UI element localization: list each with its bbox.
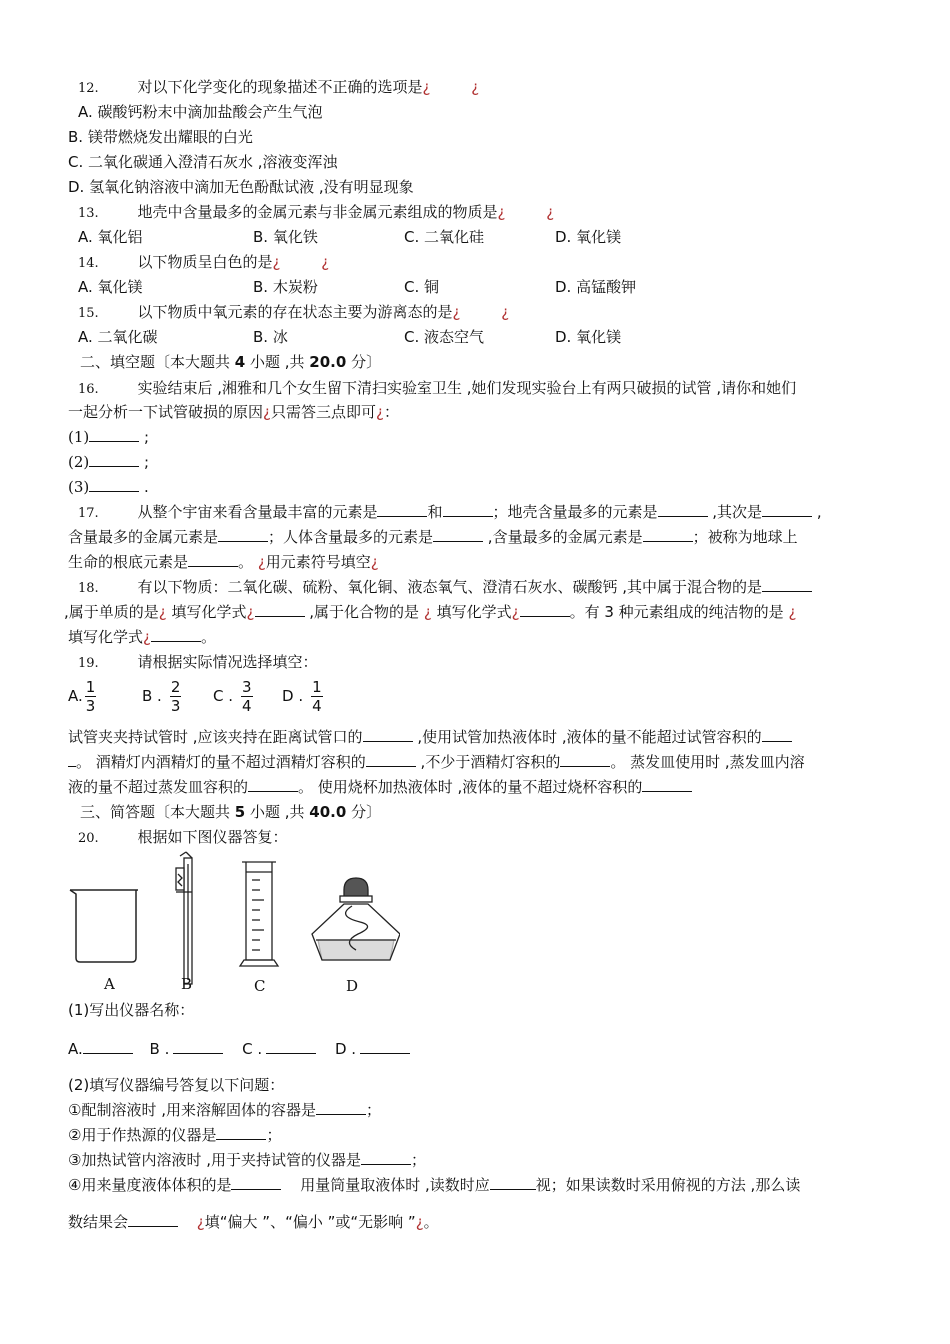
format-mark: ¿ [158,603,167,621]
q20-text: ； [266,1126,282,1144]
q20-name-b-label: B . [149,1040,170,1058]
format-mark: ¿ [370,553,379,571]
format-mark: ¿ [511,603,520,621]
figure-label-d: D [346,977,359,995]
format-mark: ¿ [272,253,281,271]
format-mark: ¿ [321,253,330,271]
q19-choice-b-fraction [170,678,182,715]
q20-blank-2[interactable] [216,1124,266,1140]
q17-text: 和 [427,503,443,521]
q17-text: 从整个宇宙来看含量最丰富的元素是 [137,503,378,521]
q14-option-c: C. 铜 [404,278,440,296]
section-2-count: 4 [234,353,246,371]
q19-blank-3[interactable] [366,751,416,767]
q20-sub-3 [68,1149,426,1171]
q16-item-1-end: ; [139,428,150,446]
q19-choice-a-label: A. [68,687,83,705]
figure-label-b: B [181,975,193,993]
format-mark: ¿ [415,1213,424,1231]
q15-stem-line [78,301,509,325]
format-mark: ¿ [376,403,384,421]
q20-stem-line [78,826,287,850]
q20-number: 20. [78,831,99,846]
q20-sub-1 [68,1099,381,1121]
section-3-heading [80,801,381,823]
section-3-post: 分〕 [346,803,382,821]
q19-stem-line [78,651,317,675]
q18-line-1 [78,576,812,600]
q16-text-2a: 一起分析一下试管破损的原因 [68,403,264,421]
q16-text-2b: 只需答三点即可 [270,403,376,421]
fraction-denominator: 3 [170,697,181,715]
q16-item-3-num: (3) [68,478,90,496]
q19-blank-2[interactable] [762,726,792,742]
q18-text: 填写化学式 [436,603,512,621]
q19-text: 。 蒸发皿使用时 ,蒸发皿内溶 [610,753,805,771]
q18-text: 填写化学式 [171,603,247,621]
q20-text: ③加热试管内溶液时 ,用于夹持试管的仪器是 [68,1151,361,1169]
q17-text: 含量最多的金属元素是 [68,528,219,546]
q14-stem: 以下物质呈白色的是 [137,253,273,271]
q20-name-c-blank[interactable] [266,1038,316,1054]
beaker-icon [70,890,138,962]
q12-number: 12. [78,81,99,96]
q17-blank-8[interactable] [188,551,238,567]
q20-part-2: (2)填写仪器编号答复以下问题： [68,1076,285,1094]
q13-stem-line [78,201,554,225]
format-mark: ¿ [143,628,151,646]
q20-sub-2 [68,1124,281,1146]
q16-item-1 [68,426,149,448]
q20-blank-3[interactable] [361,1149,411,1165]
q14-stem-line [78,251,329,275]
q17-text: ,其次是 [707,503,763,521]
q17-line-3 [68,551,379,573]
q18-blank-2[interactable] [255,601,305,617]
q13-number: 13. [78,206,99,221]
q15-number: 15. [78,306,99,321]
test-tube-holder-icon [176,852,192,984]
q18-line-2 [64,601,796,623]
q18-text: 种元素组成的纯洁物的是 [613,603,784,621]
q19-blank-2-cont [68,751,76,767]
q20-blank-4[interactable] [231,1174,281,1190]
q20-text: ； [411,1151,427,1169]
q20-text: ； [366,1101,382,1119]
q14-option-d: D. 高锰酸钾 [555,278,637,296]
q20-name-b-blank[interactable] [173,1038,223,1054]
alcohol-lamp-icon [312,878,400,960]
q19-line-3 [68,776,692,798]
format-mark: ¿ [546,203,555,221]
fraction-numerator: 3 [242,678,252,696]
fraction-numerator: 2 [170,678,181,696]
q12-stem: 对以下化学变化的现象描述不正确的选项是 [137,78,423,96]
q17-blank-4[interactable] [762,501,812,517]
fraction-numerator: 1 [312,678,322,696]
q12-option-c: C. 二氧化碳通入澄清石灰水 ,溶液变浑浊 [68,153,338,171]
q20-name-a-blank[interactable] [83,1038,133,1054]
section-3-count: 5 [234,803,246,821]
q20-names-line [68,1038,410,1060]
q17-blank-2[interactable] [443,501,493,517]
q17-blank-1[interactable] [377,501,427,517]
q19-choice-d-label: D . [282,687,304,705]
q14-option-a: A. 氧化镁 [78,278,143,296]
q19-choice-c-fraction [241,678,253,715]
q15-option-c: C. 液态空气 [404,328,485,346]
q20-text: ①配制溶液时 ,用来溶解固体的容器是 [68,1101,316,1119]
section-3-pre: 三、简答题〔本大题共 [80,803,235,821]
q20-sub-5 [68,1211,439,1233]
q19-stem: 请根据实际情况选择填空： [137,653,318,671]
q19-text: 。 酒精灯内酒精灯的量不超过酒精灯容积的 [76,753,366,771]
fraction-denominator: 3 [85,697,96,715]
q19-blank-6[interactable] [642,776,692,792]
format-mark: ¿ [422,78,431,96]
q20-text: ④用来量度液体体积的是 [68,1176,232,1194]
format-mark: ¿ [788,603,797,621]
q19-blank-4[interactable] [560,751,610,767]
q19-text: 。 使用烧杯加热液体时 ,液体的量不超过烧杯容积的 [298,778,643,796]
q20-text: 。 [423,1213,439,1231]
figure-label-c: C [254,977,266,995]
q20-blank-1[interactable] [316,1099,366,1115]
q16-text-2c: ： [383,403,399,421]
format-mark: ¿ [257,553,266,571]
q19-line-1 [68,726,792,748]
fraction-denominator: 4 [242,697,252,715]
q13-option-c: C. 二氧化硅 [404,228,485,246]
q19-text: 试管夹夹持试管时 ,应该夹持在距离试管口的 [68,728,363,746]
q17-blank-7[interactable] [643,526,693,542]
q17-line-1 [78,501,822,525]
format-mark: ¿ [497,203,506,221]
q14-option-b: B. 木炭粉 [253,278,318,296]
q17-text: ,含量最多的金属元素是 [483,528,643,546]
q18-text: 填写化学式 [68,628,144,646]
q16-item-3-end: . [139,478,149,496]
q16-item-2-end: ; [139,453,150,471]
q18-text: 有以下物质：二氧化碳、硫粉、氧化铜、液态氧气、澄清石灰水、碳酸钙 ,其中属于混合物的是 [137,578,763,596]
q17-blank-3[interactable] [658,501,708,517]
q19-choice-b [142,678,181,715]
q17-line-2 [68,526,798,548]
q20-name-d-label: D . [334,1040,357,1058]
q19-choice-a-fraction [85,678,97,715]
q16-blank-1[interactable] [89,426,139,442]
q20-text: 视；如果读数时采用俯视的方法 ,那么读 [535,1176,801,1194]
q12-stem-line [78,76,479,100]
q15-option-a: A. 二氧化碳 [78,328,158,346]
format-mark: ¿ [196,1213,205,1231]
q18-number: 18. [78,581,99,596]
q15-stem: 以下物质中氧元素的存在状态主要为游离态的是 [137,303,453,321]
format-mark: ¿ [471,78,480,96]
format-mark: ¿ [501,303,510,321]
q16-blank-3[interactable] [89,476,139,492]
q20-stem: 根据如下图仪器答复： [137,828,288,846]
q20-text: 数结果会 [68,1213,129,1231]
q20-blank-6[interactable] [128,1211,178,1227]
q20-part-1-text: (1)写出仪器名称： [68,1001,195,1019]
section-3-mid: 小题 ,共 [245,803,310,821]
q16-item-2 [68,451,149,473]
q20-text: ②用于作热源的仪器是 [68,1126,217,1144]
q17-text: ；被称为地球上 [692,528,798,546]
q18-blank-1[interactable] [762,576,812,592]
q18-text: ,属于化合物的是 [304,603,420,621]
q16-line-2 [68,401,399,423]
figure-label-a: A [104,975,115,993]
q13-option-d: D. 氧化镁 [555,228,622,246]
q19-line-2 [68,751,805,773]
q18-text: 。有 [569,603,605,621]
q20-part-1 [68,999,194,1021]
q17-number: 17. [78,506,99,521]
q17-text: 。 [238,553,254,571]
q18-blank-3[interactable] [520,601,570,617]
q18-blank-4[interactable] [151,626,201,642]
q18-line-3 [68,626,216,648]
q16-blank-2[interactable] [89,451,139,467]
q17-text: , [812,503,822,521]
q19-choice-c [213,678,253,715]
q15-option-d: D. 氧化镁 [555,328,622,346]
q12-option-b: B. 镁带燃烧发出耀眼的白光 [68,128,253,146]
section-2-mid: 小题 ,共 [245,353,310,371]
q17-text: ；人体含量最多的元素是 [268,528,434,546]
q19-text: ,使用试管加热液体时 ,液体的量不能超过试管容积的 [412,728,762,746]
fraction-numerator: 1 [85,678,96,696]
q14-number: 14. [78,256,99,271]
format-mark: ¿ [263,403,271,421]
q18-text: 3 [604,603,614,621]
format-mark: ¿ [452,303,461,321]
q19-blank-5[interactable] [248,776,298,792]
q19-blank-1[interactable] [363,726,413,742]
q15-option-b: B. 冰 [253,328,288,346]
q17-blank-6[interactable] [433,526,483,542]
q19-number: 19. [78,656,99,671]
section-3-score: 40.0 [309,803,347,821]
format-mark: ¿ [246,603,255,621]
q19-choice-b-label: B . [142,687,162,705]
q17-text: ；地壳含量最多的元素是 [492,503,658,521]
q17-text: 生命的根底元素是 [68,553,189,571]
section-2-post: 分〕 [346,353,382,371]
q12-option-d: D. 氢氧化钠溶液中滴加无色酚酞试液 ,没有明显现象 [68,178,414,196]
q17-blank-5[interactable] [218,526,268,542]
q16-text-1: 实验结束后 ,湘雅和几个女生留下清扫实验室卫生 ,她们发现实验台上有两只破损的试管 ,请你和她们 [137,379,797,397]
q20-name-a-label: A. [68,1040,83,1058]
section-2-score: 20.0 [309,353,347,371]
q13-option-a: A. 氧化铝 [78,228,143,246]
q19-choice-c-label: C . [213,687,234,705]
fraction-denominator: 4 [312,697,322,715]
q19-text: ,不少于酒精灯容积的 [415,753,561,771]
q13-stem: 地壳中含量最多的金属元素与非金属元素组成的物质是 [137,203,498,221]
q20-name-c-label: C . [242,1040,263,1058]
q20-text: 用量筒量取液体时 ,读数时应 [300,1176,490,1194]
q16-item-3 [68,476,149,498]
q16-line-1 [78,377,796,401]
q19-choice-d [282,678,323,715]
q16-item-2-num: (2) [68,453,90,471]
q20-blank-5[interactable] [490,1174,536,1190]
section-2-pre: 二、填空题〔本大题共 [80,353,235,371]
graduated-cylinder-icon [240,862,278,966]
q20-name-d-blank[interactable] [360,1038,410,1054]
q13-option-b: B. 氧化铁 [253,228,318,246]
q16-item-1-num: (1) [68,428,90,446]
q20-sub-4 [68,1174,800,1196]
q19-choice-d-fraction [311,678,323,715]
q19-text: 液的量不超过蒸发皿容积的 [68,778,249,796]
q19-choice-a [68,678,96,715]
q16-number: 16. [78,382,99,397]
q12-option-a: A. 碳酸钙粉末中滴加盐酸会产生气泡 [78,103,323,121]
format-mark: ¿ [423,603,432,621]
q17-text: 用元素符号填空 [265,553,371,571]
q18-text: 。 [200,628,216,646]
q20-text: 填“偏大 ”、“偏小 ”或“无影响 ” [204,1213,416,1231]
q18-text: ,属于单质的是 [64,603,159,621]
section-2-heading [80,351,381,373]
